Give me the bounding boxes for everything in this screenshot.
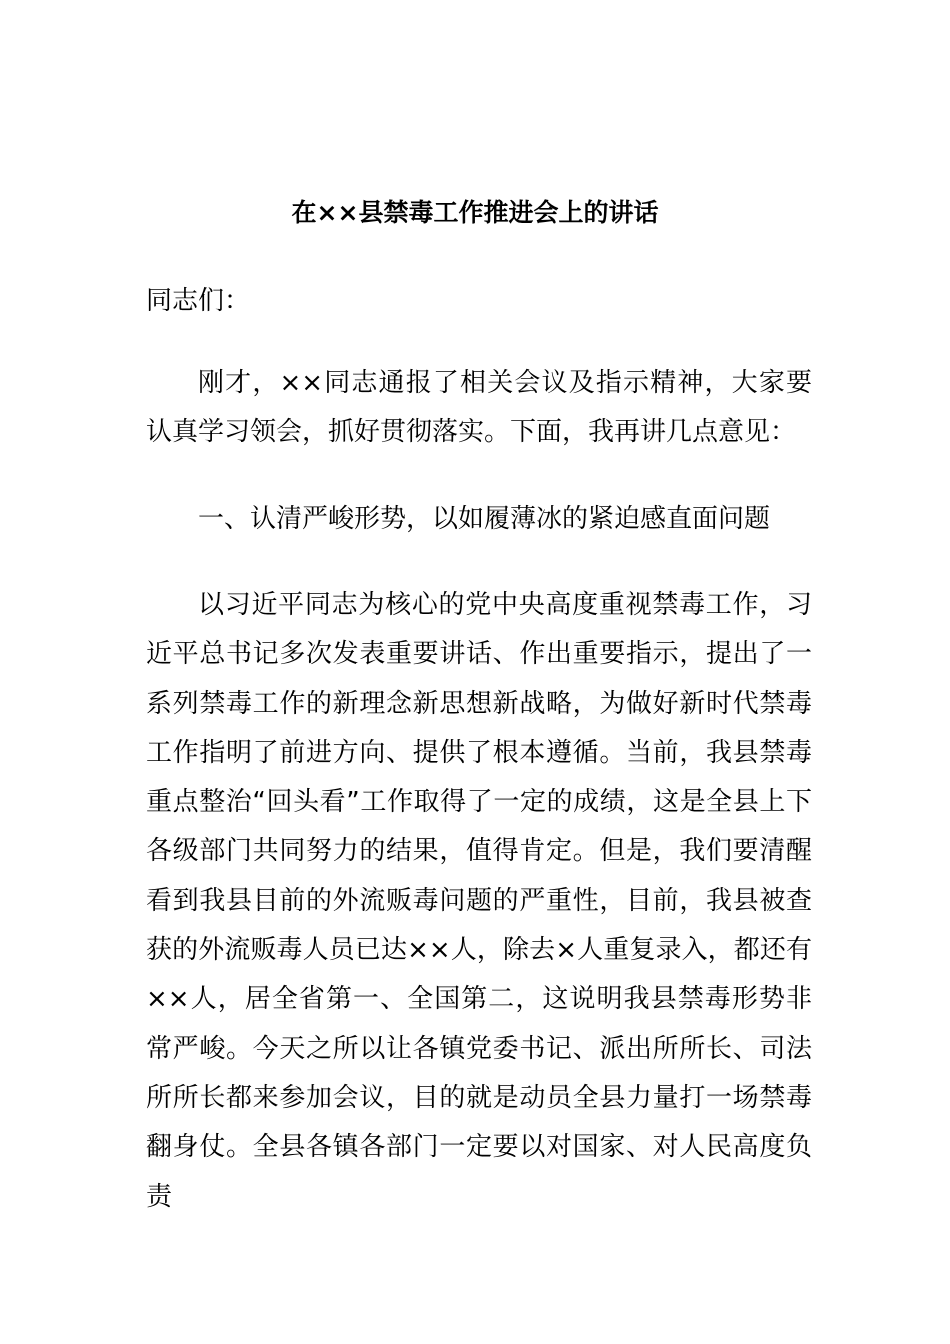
- opening-paragraph: 刚才，××同志通报了相关会议及指示精神，大家要认真学习领会，抓好贯彻落实。下面，我再讲几点意见：: [146, 368, 812, 448]
- salutation: 同志们：: [146, 286, 251, 316]
- section-heading-1: 一、认清严峻形势，以如履薄冰的紧迫感直面问题: [198, 504, 771, 534]
- document-title: 在××县禁毒工作推进会上的讲话: [291, 198, 659, 227]
- section-1-paragraph: 以习近平同志为核心的党中央高度重视禁毒工作，习近平总书记多次发表重要讲话、作出重要指示，提出了一系列禁毒工作的新理念新思想新战略，为做好新时代禁毒工作指明了前进方向、提供了根本遵循。当前，我县禁毒重点整治“回头看”工作取得了一定的成绩，这是全县上下各级部门共同努力的结果，值得肯定。但是，我们要清醒看到我县目前的外流贩毒问题的严重性，目前，我县被查获的外流贩毒人员已达××人，除去×人重复录入，都还有××人，居全省第一、全国第二，这说明我县禁毒形势非常严峻。今天之所以让各镇党委书记、派出所所长、司法所所长都来参加会议，目的就是动员全县力量打一场禁毒翻身仗。全县各镇各部门一定要以对国家、对人民高度负责: [146, 590, 812, 1212]
